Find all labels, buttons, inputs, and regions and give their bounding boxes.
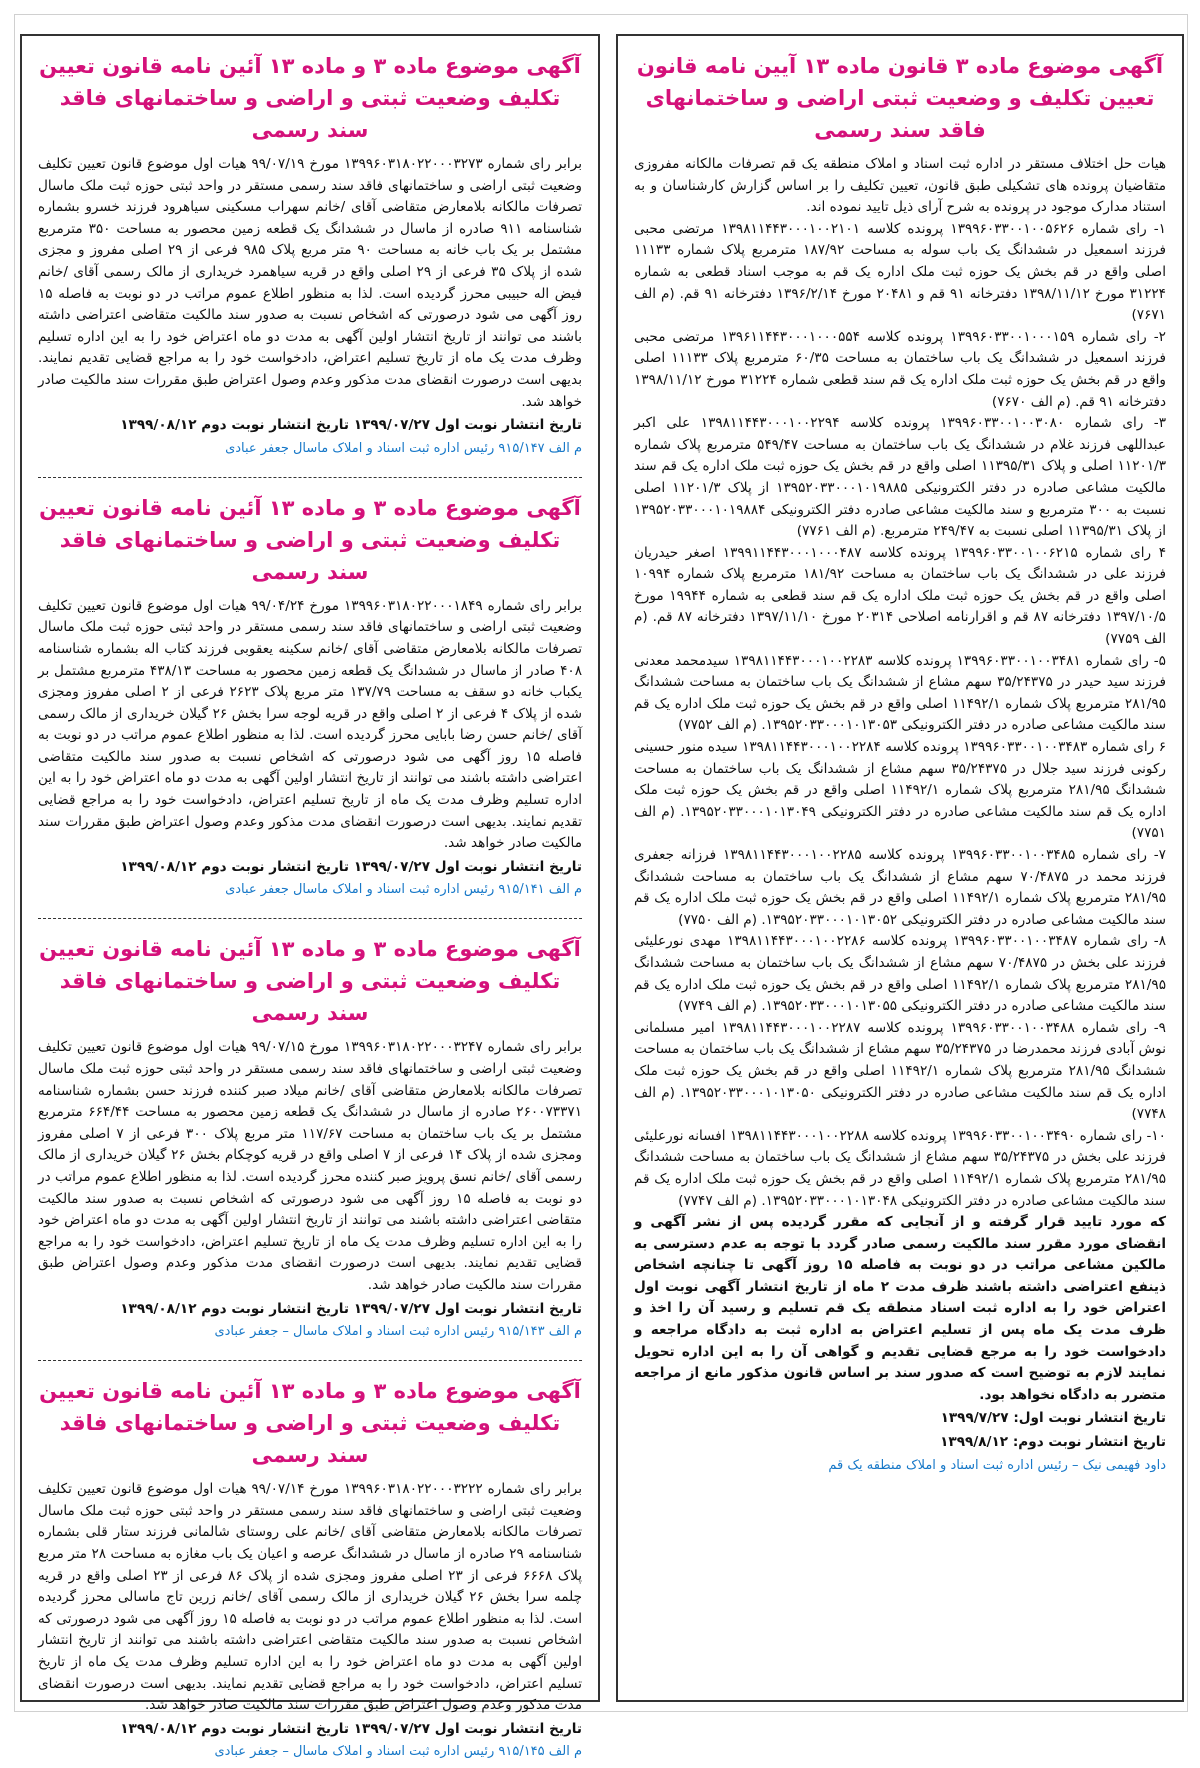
right-notice-signature: داود فهیمی نیک – رئیس اداره ثبت اسناد و املاک منطقه یک قم [828, 1457, 1166, 1473]
notice-footer: م الف ۹۱۵/۱۴۷ رئیس اداره ثبت اسناد و املاک ماسال جعفر عبادی [225, 440, 582, 456]
verdict-item: ۱- رای شماره ۱۳۹۹۶۰۳۳۰۰۱۰۰۵۶۲۶ پرونده کلاسه ۱۳۹۸۱۱۴۴۳۰۰۰۱۰۰۲۱۰۱ مرتضی محبی فرزند اسمعیل در ششدانگ یک باب سوله به مساحت ۱۸۷/۹۲ مترمربع پلاک شماره ۱۱۱۳۳ اصلی واقع در قم بخش یک حوزه ثبت ملک اداره یک قم به موجب اسناد قطعی به شماره ۳۱۲۲۴ مورخ ۱۳۹۸/۱۱/۱۲ دفترخانه ۹۱ قم و ۲۰۴۸۱ مورخ ۱۳۹۶/۲/۱۴ دفترخانه ۹۱ قم. (م الف ۷۶۷۱) [634, 220, 1166, 324]
verdict-item: ۱۰- رای شماره ۱۳۹۹۶۰۳۳۰۰۱۰۰۳۴۹۰ پرونده کلاسه ۱۳۹۸۱۱۴۴۳۰۰۰۱۰۰۲۲۸۸ افسانه نورعلیئی فرزند علی بخش در ۳۵/۲۴۳۷۵ سهم مشاع از ششدانگ یک باب ساختمان به مساحت ششدانگ ۲۸۱/۹۵ مترمربع پلاک شماره ۱۱۴۹۲/۱ اصلی واقع در قم بخش یک حوزه ثبت ملک اداره یک قم سند مالکیت مشاعی صادره در دفتر الکترونیکی ۱۳۹۵۲۰۳۳۰۰۰۱۰۱۳۰۴۸. (م الف ۷۷۴۷) [634, 1127, 1166, 1209]
right-notice-closing: که مورد تایید قرار گرفته و از آنجایی که مقرر گردیده پس از نشر آگهی و انقضای مورد مقرر سند مالکیت رسمی صادر گردد با توجه به عدم دسترسی به مالکین مشاعی مراتب در دو نوبت به فاصله ۱۵ روز آگهی تا چنانچه اشخاص ذینفع اعتراضی داشته باشند ظرف مدت ۲ ماه از تاریخ انتشار آگهی نوبت اول اعتراض خود را به اداره ثبت اسناد منطقه یک قم تسلیم و رسید آن را اخذ و ظرف مدت یک ماه پس از تسلیم اعتراض به اداره ثبت به دادگاه مراجعه و دادخواست خود را به مرجع قضایی تقدیم و گواهی آن را به این اداره تحویل نمایند لازم به توضیح است که صدور سند بر اساس قانون مذکور مانع از مراجعه متضرر به دادگاه نخواهد بود. [634, 1214, 1166, 1403]
notice-publication-dates: تاریخ انتشار نوبت اول ۱۳۹۹/۰۷/۲۷ تاریخ انتشار نوبت دوم ۱۳۹۹/۰۸/۱۲ [120, 417, 582, 434]
notice-body: برابر رای شماره ۱۳۹۹۶۰۳۱۸۰۲۲۰۰۰۳۲۷۳ مورخ ۹۹/۰۷/۱۹ هیات اول موضوع قانون تعیین تکلیف وضعیت ثبتی اراضی و ساختمانهای فاقد سند رسمی مستقر در واحد ثبتی حوزه ثبت ملک ماسال تصرفات مالکانه بلامعارض متقاضی آقای /خانم سهراب مسکینی سیاهرود فرزند خسرو بشماره شناسنامه ۹۱۱ صادره از ماسال در ششدانگ یک قطعه زمین محصور به مساحت ۳۵۰ مترمربع مشتمل بر یک باب خانه به مساحت ۹۰ متر مربع پلاک ۹۸۵ فرعی از ۲۹ اصلی مفروز و مجزی شده از پلاک ۳۵ فرعی از ۲۹ اصلی واقع در قریه سیاهمرد خریداری از مالک رسمی آقای /خانم فیض اله حبیبی محرز گردیده است. لذا به منظور اطلاع عموم مراتب در دو نوبت به فاصله ۱۵ روز آگهی می شود درصورتی که اشخاص نسبت به صدور سند مالکیت متقاضی اعتراضی داشته باشند می توانند از تاریخ انتشار اولین آگهی به مدت دو ماه اعتراض خود را به این اداره تسلیم وظرف مدت یک ماه از تاریخ تسلیم اعتراض، دادخواست خود را به مراجع قضایی تقدیم نمایند. بدیهی است درصورت انقضای مدت مذکور وعدم وصول اعتراض طبق مقررات سند مالکیت صادر خواهد شد. [38, 156, 583, 410]
notice-divider [38, 1360, 582, 1361]
right-column [616, 34, 1184, 1702]
notice-footer: م الف ۹۱۵/۱۴۱ رئیس اداره ثبت اسناد و املاک ماسال جعفر عبادی [225, 882, 582, 898]
verdict-item: ۵- رای شماره ۱۳۹۹۶۰۳۳۰۰۱۰۰۳۴۸۱ پرونده کلاسه ۱۳۹۸۱۱۴۴۳۰۰۰۱۰۰۲۲۸۳ سیدمحمد معدنی فرزند سید حیدر در ۳۵/۲۴۳۷۵ سهم مشاع از ششدانگ یک باب ساختمان به مساحت ششدانگ ۲۸۱/۹۵ مترمربع پلاک شماره ۱۱۴۹۲/۱ اصلی واقع در قم بخش یک حوزه ثبت ملک اداره یک قم سند مالکیت مشاعی صادره در دفتر الکترونیکی ۱۳۹۵۲۰۳۳۰۰۰۱۰۱۳۰۵۳. (م الف ۷۷۵۲) [634, 652, 1166, 734]
notice-footer: م الف ۹۱۵/۱۴۳ رئیس اداره ثبت اسناد و املاک ماسال – جعفر عبادی [214, 1324, 582, 1340]
right-notice-title: آگهی موضوع ماده ۳ قانون ماده ۱۳ آیین نامه قانون تعیین تکلیف و وضعیت ثبتی اراضی و ساختمانهای فاقد سند رسمی [636, 54, 1164, 142]
notice-block [38, 50, 582, 465]
notice-title: آگهی موضوع ماده ۳ و ماده ۱۳ آئین نامه قانون تعیین تکلیف وضعیت ثبتی و اراضی و ساختمانهای فاقد سند رسمی [39, 937, 581, 1026]
notice-body: برابر رای شماره ۱۳۹۹۶۰۳۱۸۰۲۲۰۰۰۳۲۲۲ مورخ ۹۹/۰۷/۱۴ هیات اول موضوع قانون تعیین تکلیف وضعیت ثبتی اراضی و ساختمانهای فاقد سند رسمی مستقر در واحد ثبتی حوزه ثبت ملک ماسال تصرفات مالکانه بلامعارض متقاضی آقای /خانم علی روستای شالمانی فرزند ستار قلی بشماره شناسنامه ۲۹ صادره از ماسال در ششدانگ عرصه و اعیان یک باب مغازه به مساحت ۲۸ متر مربع پلاک ۶۶۶۸ فرعی از ۲۳ اصلی مفروز ومجزی شده از پلاک ۸۶ فرعی از ۲۳ اصلی واقع در قریه چلمه سرا بخش ۲۶ گیلان خریداری از مالک رسمی آقای /خانم زرین تاج ماسالی محرز گردیده است. لذا به منظور اطلاع عموم مراتب در دو نوبت به فاصله ۱۵ روز آگهی می شود درصورتی که اشخاص نسبت به صدور سند مالکیت متقاضی اعتراضی داشته باشند می توانند از تاریخ انتشار اولین آگهی به مدت دو ماه اعتراض خود را به این اداره تسلیم وظرف مدت یک ماه از تاریخ تسلیم اعتراض، دادخواست خود را به مراجع قضایی تقدیم نمایند. بدیهی است درصورت انقضای مدت مذکور وعدم وصول اعتراض طبق مقررات سند مالکیت صادر خواهد شد. [38, 1481, 583, 1714]
verdict-item: ۶ رای شماره ۱۳۹۹۶۰۳۳۰۰۱۰۰۳۴۸۳ پرونده کلاسه ۱۳۹۸۱۱۴۴۳۰۰۰۱۰۰۲۲۸۴ سیده منور حسینی رکونی فرزند سید جلال در ۳۵/۲۴۳۷۵ سهم مشاع از ششدانگ یک باب ساختمان به مساحت ششدانگ ۲۸۱/۹۵ مترمربع پلاک شماره ۱۱۴۹۲/۱ اصلی واقع در قم بخش یک حوزه ثبت ملک اداره یک قم سند مالکیت مشاعی صادره در دفتر الکترونیکی ۱۳۹۵۲۰۳۳۰۰۰۱۰۱۳۰۴۹. (م الف ۷۷۵۱) [634, 739, 1167, 842]
verdict-item: ۸- رای شماره ۱۳۹۹۶۰۳۳۰۰۱۰۰۳۴۸۷ پرونده کلاسه ۱۳۹۸۱۱۴۴۳۰۰۰۱۰۰۲۲۸۶ مهدی نورعلیئی فرزند علی بخش در ۷۰/۴۸۷۵ سهم مشاع از ششدانگ یک باب ساختمان به مساحت ششدانگ ۲۸۱/۹۵ مترمربع پلاک شماره ۱۱۴۹۲/۱ اصلی واقع در قم بخش یک حوزه ثبت ملک اداره یک قم سند مالکیت مشاعی صادره در دفتر الکترونیکی ۱۳۹۵۲۰۳۳۰۰۰۱۰۱۳۰۵۵. (م الف ۷۷۴۹) [634, 933, 1167, 1015]
right-notice-intro: هیات حل اختلاف مستقر در اداره ثبت اسناد و املاک منطقه یک قم تصرفات مالکانه مفروزی متقاضیان پرونده های تشکیلی طبق قانون، تعیین تکلیف را بر اساس گزارش کارشناسان و به استناد مدارک موجود در پرونده به شرح آرای ذیل تایید نموده اند. [634, 156, 1166, 216]
notice-publication-dates: تاریخ انتشار نوبت اول ۱۳۹۹/۰۷/۲۷ تاریخ انتشار نوبت دوم ۱۳۹۹/۰۸/۱۲ [120, 1720, 582, 1737]
notice-block [38, 492, 582, 907]
notice-body: برابر رای شماره ۱۳۹۹۶۰۳۱۸۰۲۲۰۰۰۳۲۴۷ مورخ ۹۹/۰۷/۱۵ هیات اول موضوع قانون تعیین تکلیف وضعیت ثبتی اراضی و ساختمانهای فاقد سند رسمی مستقر در واحد ثبتی حوزه ثبت ملک ماسال تصرفات مالکانه بلامعارض متقاضی آقای /خانم میلاد صبر کننده فرزند حسن بشماره شناسنامه ۲۶۰۰۷۳۳۷۱ صادره از ماسال در ششدانگ یک قطعه زمین محصور به مساحت ۶۶۴/۴۴ مترمربع مشتمل بر یک باب ساختمان به مساحت ۱۱۷/۶۷ متر مربع پلاک ۳۰۰ فرعی از ۷ اصلی مفروز ومجزی شده از پلاک ۱۴ فرعی از ۷ اصلی واقع در قریه کوچکام بخش ۲۶ گیلان خریداری از مالک رسمی آقای /خانم نسق پرویز صبر کننده محرز گردیده است. لذا به منظور اطلاع عموم مراتب در دو نوبت به فاصله ۱۵ روز آگهی می شود درصورتی که اشخاص نسبت به صدور سند مالکیت متقاضی اعتراضی داشته باشند می توانند از تاریخ انتشار اولین آگهی به مدت دو ماه اعتراض خود را به این اداره تسلیم وظرف مدت یک ماه از تاریخ تسلیم اعتراض، دادخواست خود را به مراجع قضایی تقدیم نمایند. بدیهی است درصورت انقضای مدت مذکور وعدم وصول اعتراض طبق مقررات سند مالکیت صادر خواهد شد. [38, 1039, 583, 1293]
notice-publication-dates: تاریخ انتشار نوبت اول ۱۳۹۹/۰۷/۲۷ تاریخ انتشار نوبت دوم ۱۳۹۹/۰۸/۱۲ [120, 1300, 582, 1317]
notice-publication-dates: تاریخ انتشار نوبت اول ۱۳۹۹/۰۷/۲۷ تاریخ انتشار نوبت دوم ۱۳۹۹/۰۸/۱۲ [120, 858, 582, 875]
verdict-item: ۷- رای شماره ۱۳۹۹۶۰۳۳۰۰۱۰۰۳۴۸۵ پرونده کلاسه ۱۳۹۸۱۱۴۴۳۰۰۰۱۰۰۲۲۸۵ فرزانه جعفری فرزند محمد در ۷۰/۴۸۷۵ سهم مشاع از ششدانگ یک باب ساختمان به مساحت ششدانگ ۲۸۱/۹۵ مترمربع پلاک شماره ۱۱۴۹۲/۱ اصلی واقع در قم بخش یک حوزه ثبت ملک اداره یک قم سند مالکیت مشاعی صادره در دفتر الکترونیکی ۱۳۹۵۲۰۳۳۰۰۰۱۰۱۳۰۵۲. (م الف ۷۷۵۰) [634, 847, 1166, 928]
notice-divider [38, 918, 582, 919]
notice-title: آگهی موضوع ماده ۳ و ماده ۱۳ آئین نامه قانون تعیین تکلیف وضعیت ثبتی و اراضی و ساختمانهای فاقد سند رسمی [39, 1379, 581, 1468]
notice-footer: م الف ۹۱۵/۱۴۵ رئیس اداره ثبت اسناد و املاک ماسال – جعفر عبادی [214, 1744, 582, 1760]
notice-divider [38, 477, 582, 478]
verdict-item: ۳- رای شماره ۱۳۹۹۶۰۳۳۰۰۱۰۰۳۰۸۰ پرونده کلاسه ۱۳۹۸۱۱۴۴۳۰۰۰۱۰۰۲۲۹۴ علی اکبر عبداللهی فرزند غلام در ششدانگ یک باب ساختمان به مساحت ۵۴۹/۴۷ مترمربع پلاک شماره ۱۱۲۰۱/۳ اصلی و پلاک ۱۱۳۹۵/۳۱ اصلی واقع در قم بخش یک حوزه ثبت ملک اداره یک قم سند مالکیت مشاعی صادره در دفتر الکترونیکی ۱۳۹۵۲۰۳۳۰۰۰۱۰۱۹۸۸۵ از پلاک ۱۱۲۰۱/۳ اصلی نسبت به ۳۰۰ مترمربع و سند مالکیت مشاعی صادره دفتر الکترونیکی ۱۳۹۵۲۰۳۳۰۰۰۱۰۱۹۸۸۴ از پلاک ۱۱۳۹۵/۳۱ اصلی نسبت به ۲۴۹/۴۷ مترمربع. (م الف ۷۷۶۱) [634, 415, 1167, 540]
verdict-item: ۹- رای شماره ۱۳۹۹۶۰۳۳۰۰۱۰۰۳۴۸۸ پرونده کلاسه ۱۳۹۸۱۱۴۴۳۰۰۰۱۰۰۲۲۸۷ امیر مسلمانی نوش آبادی فرزند محمدرضا در ۳۵/۲۴۳۷۵ سهم مشاع از ششدانگ یک باب ساختمان به مساحت ششدانگ ۲۸۱/۹۵ مترمربع پلاک شماره ۱۱۴۹۲/۱ اصلی واقع در قم بخش یک حوزه ثبت ملک اداره یک قم سند مالکیت مشاعی صادره در دفتر الکترونیکی ۱۳۹۵۲۰۳۳۰۰۰۱۰۱۳۰۵۰. (م الف ۷۷۴۸) [634, 1019, 1167, 1123]
notice-title: آگهی موضوع ماده ۳ و ماده ۱۳ آئین نامه قانون تعیین تکلیف وضعیت ثبتی و اراضی و ساختمانهای فاقد سند رسمی [39, 54, 581, 142]
publication-date-first: تاریخ انتشار نوبت اول: ۱۳۹۹/۷/۲۷ [940, 1410, 1166, 1427]
verdict-item: ۴ رای شماره ۱۳۹۹۶۰۳۳۰۰۱۰۰۶۲۱۵ پرونده کلاسه ۱۳۹۹۱۱۴۴۳۰۰۰۱۰۰۰۴۸۷ اصغر حیدریان فرزند علی در ششدانگ یک باب ساختمان به مساحت ۱۸۱/۹۲ مترمربع پلاک شماره ۱۰۹۹۴ اصلی واقع در قم بخش یک حوزه ثبت ملک اداره یک قم سند قطعی به شماره ۱۹۹۴۴ مورخ ۱۳۹۷/۱۰/۵ دفترخانه ۸۷ قم و اقرارنامه اصلاحی ۲۰۳۱۴ مورخ ۱۳۹۷/۱۱/۱۰ دفترخانه ۸۷ قم. (م الف ۷۷۵۹) [634, 544, 1167, 648]
notice-block [38, 933, 582, 1348]
notice-body: برابر رای شماره ۱۳۹۹۶۰۳۱۸۰۲۲۰۰۰۱۸۴۹ مورخ ۹۹/۰۴/۲۴ هیات اول موضوع قانون تعیین تکلیف وضعیت ثبتی اراضی و ساختمانهای فاقد سند رسمی مستقر در واحد ثبتی حوزه ثبت ملک ماسال تصرفات مالکانه بلامعارض متقاضی آقای /خانم سکینه یعقوبی فرزند کتاب اله بشماره شناسنامه ۴۰۸ صادر از ماسال در ششدانگ یک قطعه زمین محصور به مساحت ۴۳۸/۱۳ مترمربع مشتمل بر یکباب خانه دو سقف به مساحت ۱۳۷/۷۹ متر مربع پلاک ۲۶۲۳ فرعی از ۲ اصلی مفروز ومجزی شده از پلاک ۴ فرعی از ۲ اصلی واقع در قریه لوجه سرا بخش ۲۶ گیلان خریداری از مالک رسمی آقای /خانم حسن رضا بابایی محرز گردیده است. لذا به منظور اطلاع عموم مراتب در دو نوبت به فاصله ۱۵ روز آگهی می شود درصورتی که اشخاص نسبت به صدور سند مالکیت متقاضی اعتراضی داشته باشند می توانند از تاریخ انتشار اولین آگهی به مدت دو ماه اعتراض خود را به این اداره تسلیم وظرف مدت یک ماه از تاریخ تسلیم اعتراض، دادخواست خود را به مراجع قضایی تقدیم نمایند. بدیهی است درصورت انقضای مدت مذکور وعدم وصول اعتراض طبق مقررات سند مالکیت صادر خواهد شد. [38, 597, 583, 852]
left-column [20, 34, 600, 1760]
notice-block [38, 1375, 582, 1768]
verdict-item: ۲- رای شماره ۱۳۹۹۶۰۳۳۰۰۱۰۰۰۱۵۹ پرونده کلاسه ۱۳۹۶۱۱۴۴۳۰۰۰۱۰۰۰۵۵۴ مرتضی محبی فرزند اسمعیل در ششدانگ یک باب ساختمان به مساحت ۶۰/۳۵ مترمربع پلاک ۱۱۱۳۳ اصلی واقع در قم بخش یک حوزه ثبت ملک اداره یک قم سند قطعی شماره ۳۱۲۲۴ مورخ ۱۳۹۸/۱۱/۱۲ دفترخانه ۹۱ قم. (م الف ۷۶۷۰) [634, 328, 1166, 410]
publication-date-second: تاریخ انتشار نوبت دوم: ۱۳۹۹/۸/۱۲ [940, 1434, 1166, 1451]
notice-title: آگهی موضوع ماده ۳ و ماده ۱۳ آئین نامه قانون تعیین تکلیف وضعیت ثبتی و اراضی و ساختمانهای فاقد سند رسمی [39, 495, 581, 584]
